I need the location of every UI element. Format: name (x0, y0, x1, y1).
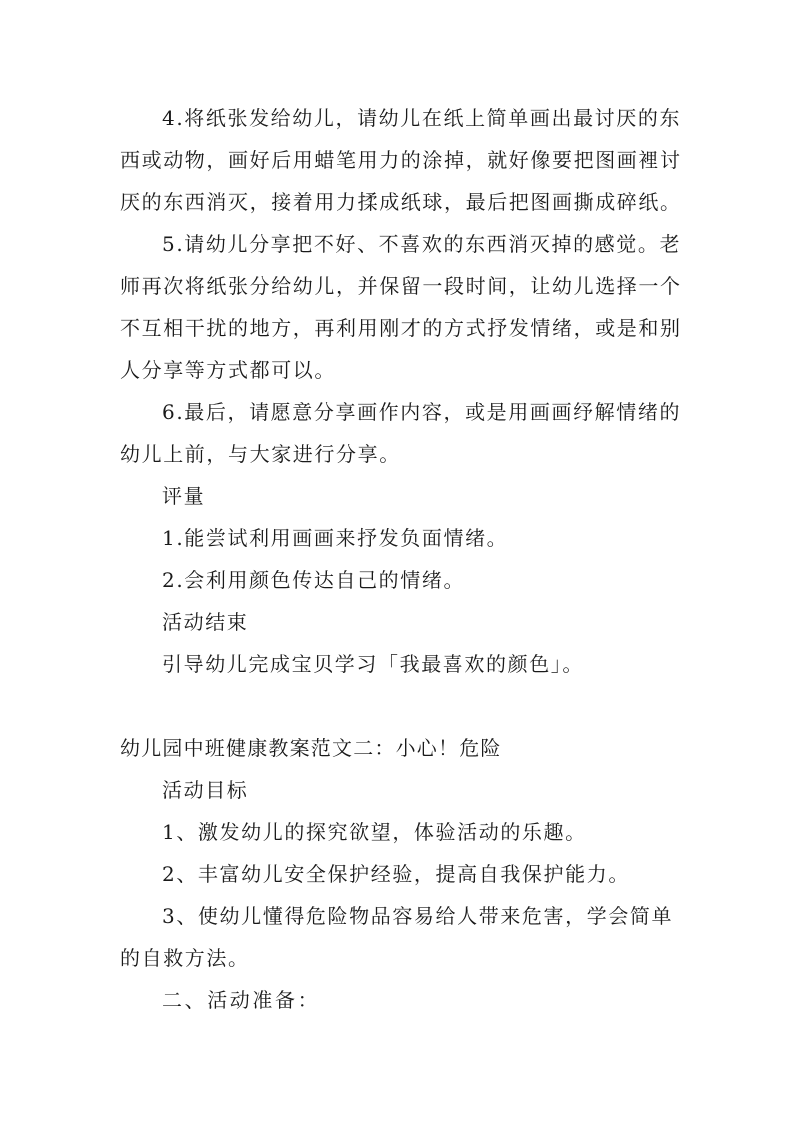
step5-line-3: 不互相干扰的地方，再利用刚才的方式抒发情绪，或是和别 (120, 316, 682, 340)
evaluation-item-1: 1.能尝试利用画画来抒发负面情绪。 (162, 526, 509, 550)
step6-line-2: 幼儿上前，与大家进行分享。 (120, 442, 401, 466)
step5-line-2: 师再次将纸张分给幼儿，并保留一段时间，让幼儿选择一个 (120, 274, 682, 298)
step4-line-1: 4.将纸张发给幼儿，请幼儿在纸上简单画出最讨厌的东 (162, 106, 682, 130)
goals-heading: 活动目标 (162, 778, 249, 802)
step5-line-4: 人分享等方式都可以。 (120, 358, 336, 382)
evaluation-item-2: 2.会利用颜色传达自己的情绪。 (162, 568, 466, 592)
step4-line-2: 西或动物，画好后用蜡笔用力的涂掉，就好像要把图画裡讨 (120, 148, 682, 172)
preparation-heading: 二、活动准备： (162, 988, 321, 1012)
step6-line-1: 6.最后，请愿意分享画作内容，或是用画画纾解情绪的 (162, 400, 682, 424)
goal-3-line-1: 3、使幼儿懂得危险物品容易给人带来危害，学会简单 (162, 904, 674, 928)
section-two-title: 幼儿园中班健康教案范文二：小心！危险 (120, 736, 502, 760)
evaluation-heading: 评量 (162, 484, 206, 508)
step4-line-3: 厌的东西消灭，接着用力揉成纸球，最后把图画撕成碎纸。 (120, 190, 682, 214)
step5-line-1: 5.请幼儿分享把不好、不喜欢的东西消灭掉的感觉。老 (162, 232, 682, 256)
closing-text: 引导幼儿完成宝贝学习「我最喜欢的颜色」。 (162, 652, 584, 676)
goal-1: 1、激发幼儿的探究欲望，体验活动的乐趣。 (162, 820, 587, 844)
goal-3-line-2: 的自救方法。 (120, 946, 250, 970)
goal-2: 2、丰富幼儿安全保护经验，提高自我保护能力。 (162, 862, 630, 886)
closing-heading: 活动结束 (162, 610, 249, 634)
